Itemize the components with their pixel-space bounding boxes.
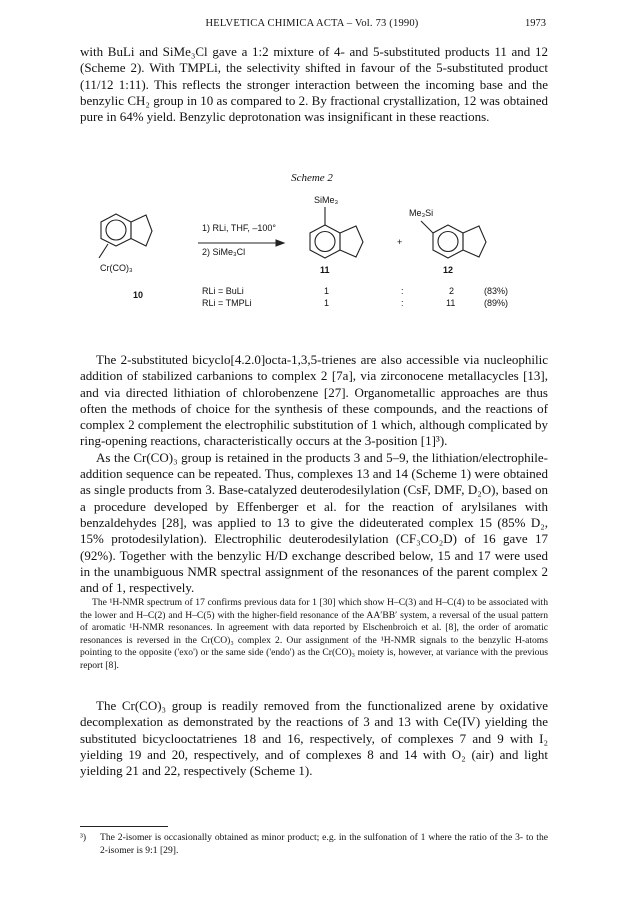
ratio-11-row-2: 1 xyxy=(324,298,330,308)
product-11-substituent: SiMe₃ xyxy=(314,195,339,205)
scheme-title: Scheme 2 xyxy=(291,172,333,184)
yield-row-2: (89%) xyxy=(484,298,509,308)
silyl-bond-12 xyxy=(421,221,433,233)
scheme-2-diagram xyxy=(0,0,624,340)
plus-sign: + xyxy=(397,237,403,247)
product-12-number: 12 xyxy=(443,265,454,275)
body-paragraph-3: As the Cr(CO)₃ group is retained in the products 3 and 5–9, the lithiation/electrophile-addition sequence can be repeated. Thus, complexes 13 and 14 (Scheme 1) were obtained as single products from 3. Base-catalyzed deuterodesilylation (CsF, DMF, D₂O), based on a procedure developed by Effenberger et al. for the reaction of arylsilanes with benzaldehydes [28], was applied to 13 to give the dideuterated complex 15 (85% D₂, 15% protodesilylation). Electrophilic deuterodesilylation (CF₃CO₂D) of 16 gave 17 (92%). Together with the benzylic H/D exchange described below, 15 and 17 were used in the unambiguous NMR spectral assignment of the resonances of the parent complex 2 and of 1, respectively. xyxy=(80,449,548,596)
ratio-12-row-2: 11 xyxy=(446,298,456,308)
ratio-sep-row-1: : xyxy=(401,286,404,296)
yield-row-1: (83%) xyxy=(484,286,509,296)
reagents-step-1: 1) RLi, THF, –100° xyxy=(202,223,276,233)
small-print-paragraph: The ¹H-NMR spectrum of 17 confirms previous data for 1 [30] which show H–C(3) and H–C(4) to be associated with the lower and H–C(2) and H–C(5) with the higher-field resonance of the AA′BB′ system, a reversal of the usual pattern of aromatic ¹H-NMR resonances. In agreement with data reported by Elschenbroich et al. [8], the order of aromatic resonances is reversed in the Cr(CO)₃ complex 2. Our assignment of the ¹H-NMR signals to the benzylic H-atoms pointing to the opposite ('exo') or the same side ('endo') as the Cr(CO)₃ moiety is, however, at variance with the previous report [8]. xyxy=(80,597,548,671)
cr-bond-10 xyxy=(99,244,108,258)
footnote-rule xyxy=(80,826,168,827)
journal-header: HELVETICA CHIMICA ACTA – Vol. 73 (1990) xyxy=(205,18,419,29)
ratio-sep-row-2: : xyxy=(401,298,404,308)
reagent-row-2: RLi = TMPLi xyxy=(202,298,252,308)
body-paragraph-4: The Cr(CO)₃ group is readily removed from the functionalized arene by oxidative decomplexation as demonstrated by the reactions of 3 and 13 with Ce(IV) yielding the substituted bicyclooctatrienes 18 and 16, respectively, of complexes 7 and 9 with I₂ yielding 19 and 20, respectively, and of complexes 8 and 14 with O₂ (air) and light yielding 21 and 22, respectively (Scheme 1). xyxy=(80,698,548,779)
footnote-marker: ³) xyxy=(80,832,87,843)
product-12-structure xyxy=(421,221,486,258)
ratio-11-row-1: 1 xyxy=(324,286,330,296)
five-ring-12 xyxy=(463,226,486,257)
chromium-tricarbonyl-label: Cr(CO)₃ xyxy=(100,263,133,273)
complex-10-structure xyxy=(99,214,152,258)
aromatic-circle-12 xyxy=(438,232,458,252)
product-11-structure xyxy=(310,207,363,258)
aromatic-circle-11 xyxy=(315,232,335,252)
start-compound-number: 10 xyxy=(133,290,144,300)
body-paragraph-2: The 2-substituted bicyclo[4.2.0]octa-1,3,5-trienes are also accessible via nucleophilic addition of stabilized carbanions to complex 2 [7a], via zirconocene metallacycles [13], and via directed lithiation of chlorobenzene [27]. Organometallic approaches are thus often the methods of choice for the synthesis of these compounds, and the reactions of complex 2 complement the electrophilic substitution of 1 which, although complicated by ring-opening reactions, characteristically occurs at the 3-position [1]³). xyxy=(80,352,548,449)
body-paragraph-4-container xyxy=(80,698,548,779)
reaction-arrow xyxy=(198,240,284,246)
ratio-12-row-1: 2 xyxy=(449,286,455,296)
page-number: 1973 xyxy=(525,18,546,29)
body-text-block xyxy=(80,352,548,596)
product-11-number: 11 xyxy=(320,265,330,275)
aromatic-circle-10 xyxy=(106,220,126,240)
small-print-block xyxy=(80,597,548,673)
body-paragraph-1: with BuLi and SiMe₃Cl gave a 1:2 mixture of 4- and 5-substituted products 11 and 12 (Scheme 2). With TMPLi, the selectivity shifted in favour of the 5-substituted product (11/12 1:11). This reflects the stronger interaction between the incoming base and the benzylic CH₂ group in 10 as compared to 2. By fractional crystallization, 12 was obtained pure in 64% yield. Benzylic deprotonation was insignificant in these reactions. xyxy=(80,44,548,125)
reagents-step-2: 2) SiMe₃Cl xyxy=(202,247,246,257)
footnote xyxy=(80,832,548,857)
five-ring-11 xyxy=(340,226,363,257)
footnote-text: The 2-isomer is occasionally obtained as minor product; e.g. in the sulfonation of 1 where the ratio of the 3- to the 2-isomer is 9:1 [29]. xyxy=(100,832,548,856)
product-12-substituent: Me₃Si xyxy=(409,208,434,218)
reagent-row-1: RLi = BuLi xyxy=(202,286,244,296)
five-ring-10 xyxy=(131,215,152,246)
